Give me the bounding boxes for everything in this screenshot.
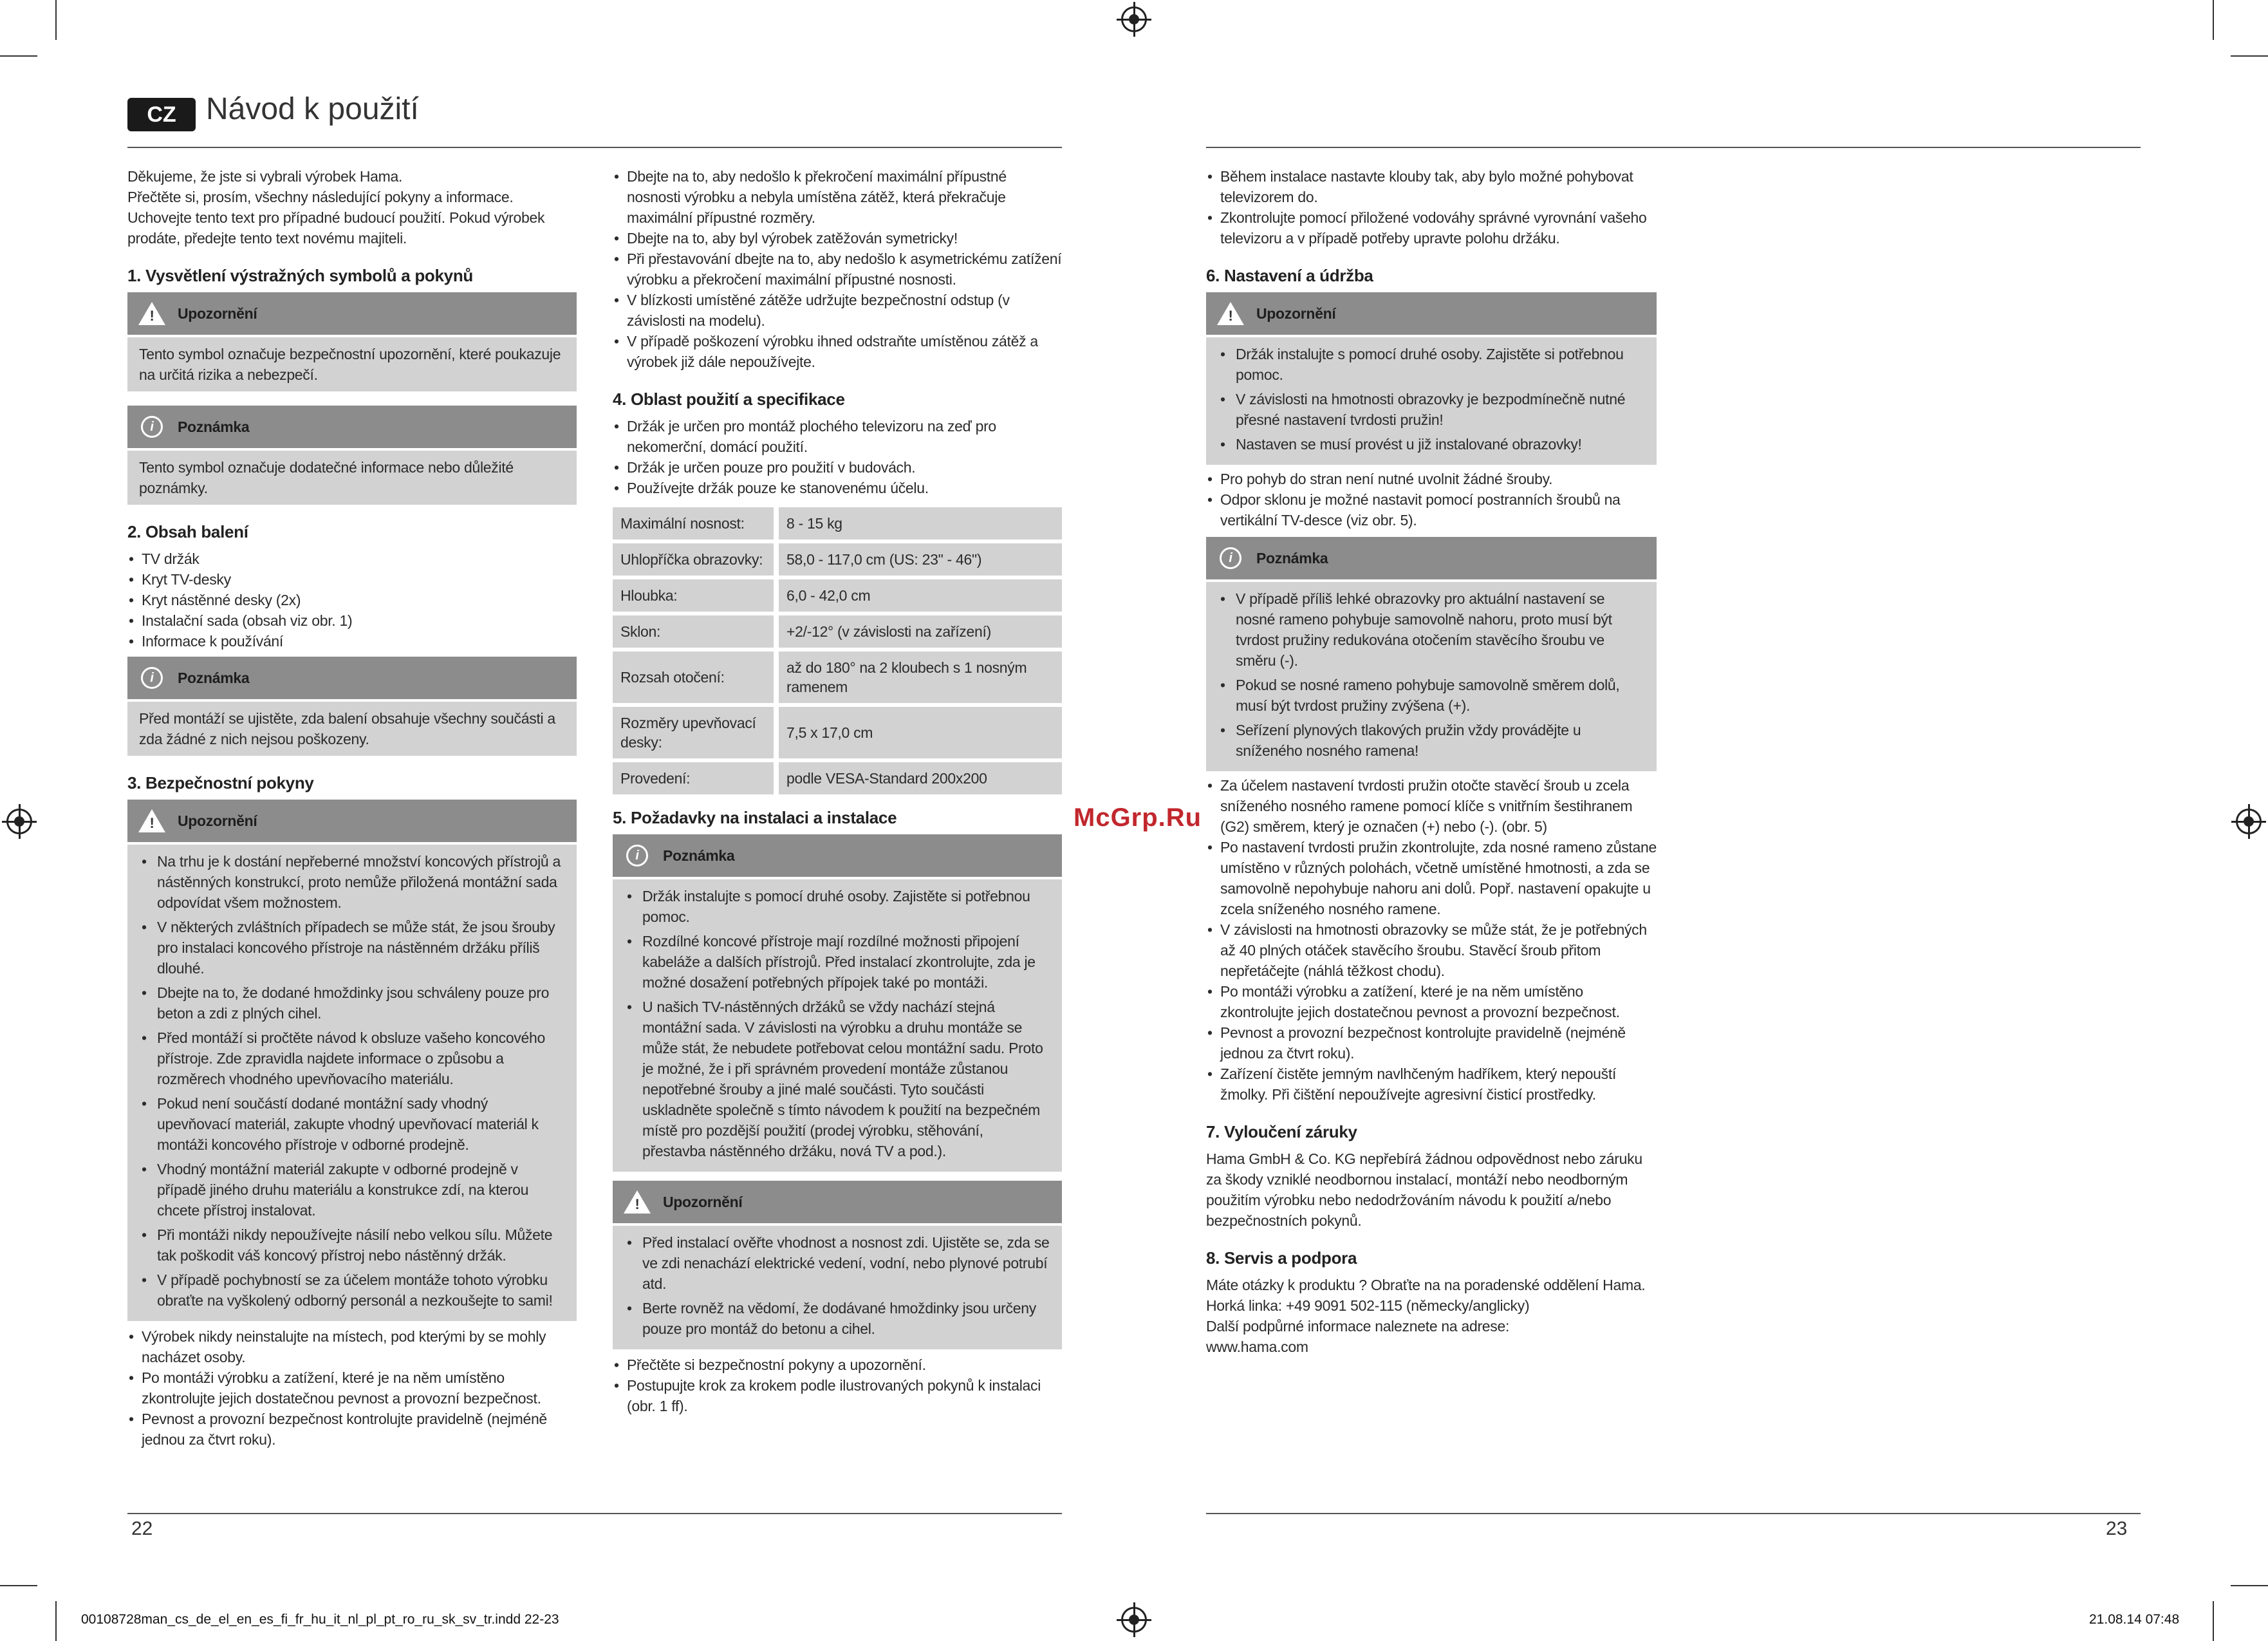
- note-bar: i Poznámka: [127, 657, 577, 699]
- spec-table: [613, 503, 1062, 798]
- table-row: [613, 652, 1062, 703]
- list-item: • Při přestavování dbejte na to, aby nedošlo k asymetrickému zatížení výrobku a překročení maximální přípustné nosnosti.: [613, 248, 1062, 290]
- warning-text: Tento symbol označuje bezpečnostní upozornění, které poukazuje na určitá rizika a nebezpečí.: [127, 337, 577, 391]
- page-number-right: 23: [2106, 1518, 2128, 1539]
- watermark: McGrp.Ru: [1074, 803, 1202, 832]
- install-list-continued: [1206, 166, 1657, 248]
- list-item: • Zkontrolujte pomocí přiložené vodováhy správné vyrovnání vašeho televizoru a v případě potřeby upravte polohu držáku.: [1206, 207, 1657, 248]
- list-item: • V závislosti na hmotnosti obrazovky je bezpodmínečně nutné přesné nastavení tvrdosti pružin!: [1218, 389, 1645, 430]
- info-icon: i: [141, 416, 163, 438]
- list-item: • Seřízení plynových tlakových pružin vždy provádějte u sníženého nosného ramena!: [1218, 720, 1645, 761]
- note-text: Před montáží se ujistěte, zda balení obsahuje všechny součásti a zda žádné z nich nejsou poškozeny.: [127, 702, 577, 756]
- footer-rule: [1206, 1513, 2141, 1514]
- list-item: • U našich TV-nástěnných držáků se vždy nachází stejná montážní sada. V závislosti na výrobku a druhu montáže se může stát, že nebudete potřebovat celou montážní sadu. Proto je možné, že i při správném provedení montáže zůstanou nepotřebné šrouby a jiné malé součásti. Tyto součásti uskladněte společně s tímto návodem k použití na bezpečném místě pro pozdější použití (prodej výrobku, stěhování, přestavba nástěnného držáku, nová TV a pod.).: [624, 997, 1050, 1161]
- section-heading: 7. Vyloučení záruky: [1206, 1122, 1357, 1141]
- list-item: • Výrobek nikdy neinstalujte na místech, pod kterými by se mohly nacházet osoby.: [127, 1326, 577, 1367]
- spec-value: až do 180° na 2 kloubech s 1 nosným ramenem: [779, 652, 1062, 703]
- adjust-list-2: [1206, 775, 1657, 1105]
- list-item: • Instalační sada (obsah viz obr. 1): [127, 610, 577, 631]
- info-icon: i: [626, 845, 648, 867]
- list-item: • Pro pohyb do stran není nutné uvolnit žádné šrouby.: [1206, 469, 1657, 489]
- note-bar: i Poznámka: [613, 834, 1062, 877]
- registration-mark-icon: [6, 809, 32, 834]
- list-item: • Držák instalujte s pomocí druhé osoby. Zajistěte si potřebnou pomoc.: [1218, 344, 1645, 385]
- list-item: • Při montáži nikdy nepoužívejte násilí nebo velkou sílu. Můžete tak poškodit váš koncový přístroj nebo nástěnný držák.: [139, 1224, 565, 1266]
- intro-text: Přečtěte si, prosím, všechny následující pokyny a informace. Uchovejte tento text pro případné budoucí použití. Pokud výrobek prodáte, předejte tento text novému majiteli.: [127, 189, 545, 247]
- column-1: [127, 166, 577, 1450]
- spec-value: 58,0 - 117,0 cm (US: 23" - 46"): [779, 543, 1062, 576]
- list-item: • V případě pochybností se za účelem montáže tohoto výrobku obraťte na vyškolený odborný personál a nezkoušejte to sami!: [139, 1270, 565, 1311]
- list-item: • V případě poškození výrobku ihned odstraňte umístěnou zátěž a výrobek již dále nepoužívejte.: [613, 331, 1062, 372]
- usage-list: [613, 416, 1062, 498]
- list-item: • Během instalace nastavte klouby tak, aby bylo možné pohybovat televizorem do.: [1206, 166, 1657, 207]
- page-title: Návod k použití: [206, 92, 419, 126]
- warning-icon: !: [1217, 302, 1244, 325]
- language-badge: CZ: [127, 98, 196, 131]
- list-item: • Pevnost a provozní bezpečnost kontrolujte pravidelně (nejméně jednou za čtvrt roku).: [127, 1409, 577, 1450]
- warning-bar: ! Upozornění: [127, 800, 577, 842]
- crop-mark: [55, 0, 57, 40]
- warning-box: [127, 845, 577, 1321]
- spec-key: Sklon:: [613, 615, 779, 648]
- crop-mark: [55, 1601, 57, 1641]
- spec-value: 8 - 15 kg: [779, 507, 1062, 539]
- list-item: • Na trhu je k dostání nepřeberné množství koncových přístrojů a nástěnných konstrukcí, proto nemůže přiložená montážní sada odpovídat všem možnostem.: [139, 851, 565, 913]
- list-item: • Rozdílné koncové přístroje mají rozdílné možnosti připojení kabeláže a dalších přístrojů. Před instalací zkontrolujte, zda je možné dosažení potřebných přípojek také po montáži.: [624, 931, 1050, 993]
- table-row: [613, 615, 1062, 648]
- list-item: • Pokud se nosné rameno pohybuje samovolně směrem dolů, musí být tvrdost pružiny zvýšena (+).: [1218, 675, 1645, 716]
- note-bar: i Poznámka: [1206, 537, 1657, 579]
- intro-line: Děkujeme, že jste si vybrali výrobek Hama.: [127, 168, 403, 185]
- safety-list-continued: [613, 166, 1062, 372]
- note-bar: i Poznámka: [127, 406, 577, 448]
- list-item: • Používejte držák pouze ke stanovenému účelu.: [613, 478, 1062, 498]
- section-heading: 4. Oblast použití a specifikace: [613, 389, 845, 409]
- list-item: • Před montáží si pročtěte návod k obsluze vašeho koncového přístroje. Zde zpravidla najdete informace o způsobu a rozměrech vhodného upevňovacího materiálu.: [139, 1027, 565, 1089]
- list-item: • Kryt nástěnné desky (2x): [127, 590, 577, 610]
- registration-mark-icon: [1121, 1607, 1147, 1633]
- list-item: • V případě příliš lehké obrazovky pro aktuální nastavení se nosné rameno pohybuje samovolně nahoru, proto musí být tvrdost pružiny redukována otočením stavěcího šroubu ve směru (-).: [1218, 588, 1645, 671]
- spec-value: 6,0 - 42,0 cm: [779, 579, 1062, 612]
- list-item: • Nastaven se musí provést u již instalované obrazovky!: [1218, 434, 1645, 455]
- list-item: • Pevnost a provozní bezpečnost kontrolujte pravidelně (nejméně jednou za čtvrt roku).: [1206, 1022, 1657, 1064]
- list-item: • Dbejte na to, že dodané hmoždinky jsou schváleny pouze pro beton a zdi z plných cihel.: [139, 982, 565, 1024]
- list-item: • TV držák: [127, 549, 577, 569]
- header-rule: [1206, 147, 2141, 148]
- warning-box: [613, 1226, 1062, 1349]
- section-heading: 6. Nastavení a údržba: [1206, 266, 1373, 285]
- section-heading: 8. Servis a podpora: [1206, 1248, 1357, 1268]
- service-line: Další podpůrné informace naleznete na adrese:: [1206, 1318, 1510, 1335]
- warning-icon: !: [138, 809, 165, 832]
- service-link[interactable]: www.hama.com: [1206, 1338, 1308, 1355]
- safety-list: [127, 1326, 577, 1450]
- section-heading: 1. Vysvětlení výstražných symbolů a pokynů: [127, 266, 473, 285]
- list-item: • Za účelem nastavení tvrdosti pružin otočte stavěcí šroub u zcela sníženého nosného ramene pomocí klíče s vnitřním šestihranem (G2) směrem, který je označen (+) nebo (-). (obr. 5): [1206, 775, 1657, 837]
- print-date: 21.08.14 07:48: [2089, 1612, 2180, 1627]
- list-item: • V některých zvláštních případech se může stát, že jsou šrouby pro instalaci koncového přístroje na nástěnném držáku příliš dlouhé.: [139, 917, 565, 979]
- list-item: • V závislosti na hmotnosti obrazovky se může stát, že je potřebných až 40 plných otáček stavěcího šroubu. Stavěcí šroub přitom nepřetáčejte (náhlá těžkost chodu).: [1206, 919, 1657, 981]
- crop-mark: [2213, 1601, 2214, 1641]
- crop-mark: [2231, 55, 2268, 57]
- list-item: • Po nastavení tvrdosti pružin zkontrolujte, zda nosné rameno zůstane umístěno v různých polohách, včetně umístěné hmotnosti, a zda se samovolně nepohybuje nahoru ani dolů. Popř. nastavení opakujte u zcela sníženého nosného ramene.: [1206, 837, 1657, 919]
- section-heading: 2. Obsah balení: [127, 522, 248, 541]
- table-row: [613, 762, 1062, 794]
- table-row: [613, 579, 1062, 612]
- table-row: [613, 707, 1062, 758]
- section-heading: 5. Požadavky na instalaci a instalace: [613, 808, 897, 827]
- note-box: [613, 879, 1062, 1172]
- file-info: 00108728man_cs_de_el_en_es_fi_fr_hu_it_nl_pl_pt_ro_ru_sk_sv_tr.indd 22-23: [81, 1612, 559, 1627]
- list-item: • Dbejte na to, aby byl výrobek zatěžován symetricky!: [613, 228, 1062, 248]
- spec-value: podle VESA-Standard 200x200: [779, 762, 1062, 794]
- table-row: [613, 507, 1062, 539]
- column-2: [613, 166, 1062, 1416]
- list-item: • Postupujte krok za krokem podle ilustrovaných pokynů k instalaci (obr. 1 ff).: [613, 1375, 1062, 1416]
- section-heading: 3. Bezpečnostní pokyny: [127, 773, 314, 792]
- list-item: • Kryt TV-desky: [127, 569, 577, 590]
- list-item: • Pokud není součástí dodané montážní sady vhodný upevňovací materiál, zakupte vhodný upevňovací materiál k montáži koncového přístroje v odborné prodejně.: [139, 1093, 565, 1155]
- note-text: Tento symbol označuje dodatečné informace nebo důležité poznámky.: [127, 451, 577, 505]
- spec-key: Rozměry upevňovací desky:: [613, 707, 779, 758]
- registration-mark-icon: [2236, 809, 2262, 834]
- spec-value: 7,5 x 17,0 cm: [779, 707, 1062, 758]
- footer-rule: [127, 1513, 1062, 1514]
- column-3: [1206, 166, 1657, 1357]
- warning-bar: ! Upozornění: [127, 292, 577, 335]
- crop-mark: [2231, 1585, 2268, 1586]
- warning-box: [1206, 337, 1657, 465]
- list-item: • Dbejte na to, aby nedošlo k překročení maximální přípustné nosnosti výrobku a nebyla umístěna zátěž, která překračuje maximální přípustné rozměry.: [613, 166, 1062, 228]
- list-item: • Odpor sklonu je možné nastavit pomocí postranních šroubů na vertikální TV-desce (viz obr. 5).: [1206, 489, 1657, 530]
- package-list: [127, 549, 577, 652]
- list-item: • Přečtěte si bezpečnostní pokyny a upozornění.: [613, 1355, 1062, 1375]
- service-line: Máte otázky k produktu ? Obraťte na na poradenské oddělení Hama.: [1206, 1277, 1646, 1293]
- list-item: • Vhodný montážní materiál zakupte v odborné prodejně v případě jiného druhu materiálu a konstrukce zdí, na kterou chcete přístroj instalovat.: [139, 1159, 565, 1221]
- crop-mark: [2213, 0, 2214, 40]
- warning-icon: !: [624, 1190, 651, 1214]
- list-item: • V blízkosti umístěné zátěže udržujte bezpečnostní odstup (v závislosti na modelu).: [613, 290, 1062, 331]
- warning-bar: ! Upozornění: [1206, 292, 1657, 335]
- spec-key: Hloubka:: [613, 579, 779, 612]
- warning-icon: !: [138, 302, 165, 325]
- table-row: [613, 543, 1062, 576]
- spec-key: Uhlopříčka obrazovky:: [613, 543, 779, 576]
- list-item: • Informace k používání: [127, 631, 577, 652]
- list-item: • Před instalací ověřte vhodnost a nosnost zdi. Ujistěte se, zda se ve zdi nenachází elektrické vedení, vodní, nebo plynové potrubí atd.: [624, 1232, 1050, 1294]
- adjust-list: [1206, 469, 1657, 530]
- header-rule: [127, 147, 1062, 148]
- list-item: • Zařízení čistěte jemným navlhčeným hadříkem, který nepouští žmolky. Při čištění nepoužívejte agresivní čisticí prostředky.: [1206, 1064, 1657, 1105]
- warranty-text: Hama GmbH & Co. KG nepřebírá žádnou odpovědnost nebo záruku za škody vzniklé neodbornou instalací, montáží nebo neodborným použitím výrobku nebo nedodržováním návodu k použití a/nebo bezpečnostních pokynů.: [1206, 1150, 1642, 1229]
- list-item: • Držák je určen pro montáž plochého televizoru na zeď pro nekomerční, domácí použití.: [613, 416, 1062, 457]
- warning-bar: ! Upozornění: [613, 1181, 1062, 1223]
- spec-key: Maximální nosnost:: [613, 507, 779, 539]
- crop-mark: [0, 1585, 37, 1586]
- info-icon: i: [1220, 547, 1241, 569]
- list-item: • Po montáži výrobku a zatížení, které je na něm umístěno zkontrolujte jejich dostatečnou pevnost a provozní bezpečnost.: [127, 1367, 577, 1409]
- registration-mark-icon: [1121, 6, 1147, 32]
- crop-mark: [0, 55, 37, 57]
- spec-key: Rozsah otočení:: [613, 652, 779, 703]
- list-item: • Držák je určen pouze pro použití v budovách.: [613, 457, 1062, 478]
- install-list: [613, 1355, 1062, 1416]
- note-box: [1206, 582, 1657, 771]
- list-item: • Berte rovněž na vědomí, že dodávané hmoždinky jsou určeny pouze pro montáž do betonu a cihel.: [624, 1298, 1050, 1339]
- info-icon: i: [141, 667, 163, 689]
- page-number-left: 22: [131, 1518, 153, 1539]
- list-item: • Po montáži výrobku a zatížení, které je na něm umístěno zkontrolujte jejich dostatečnou pevnost a provozní bezpečnost.: [1206, 981, 1657, 1022]
- service-line: Horká linka: +49 9091 502-115 (německy/anglicky): [1206, 1297, 1530, 1314]
- spec-value: +2/-12° (v závislosti na zařízení): [779, 615, 1062, 648]
- list-item: • Držák instalujte s pomocí druhé osoby. Zajistěte si potřebnou pomoc.: [624, 886, 1050, 927]
- spec-key: Provedení:: [613, 762, 779, 794]
